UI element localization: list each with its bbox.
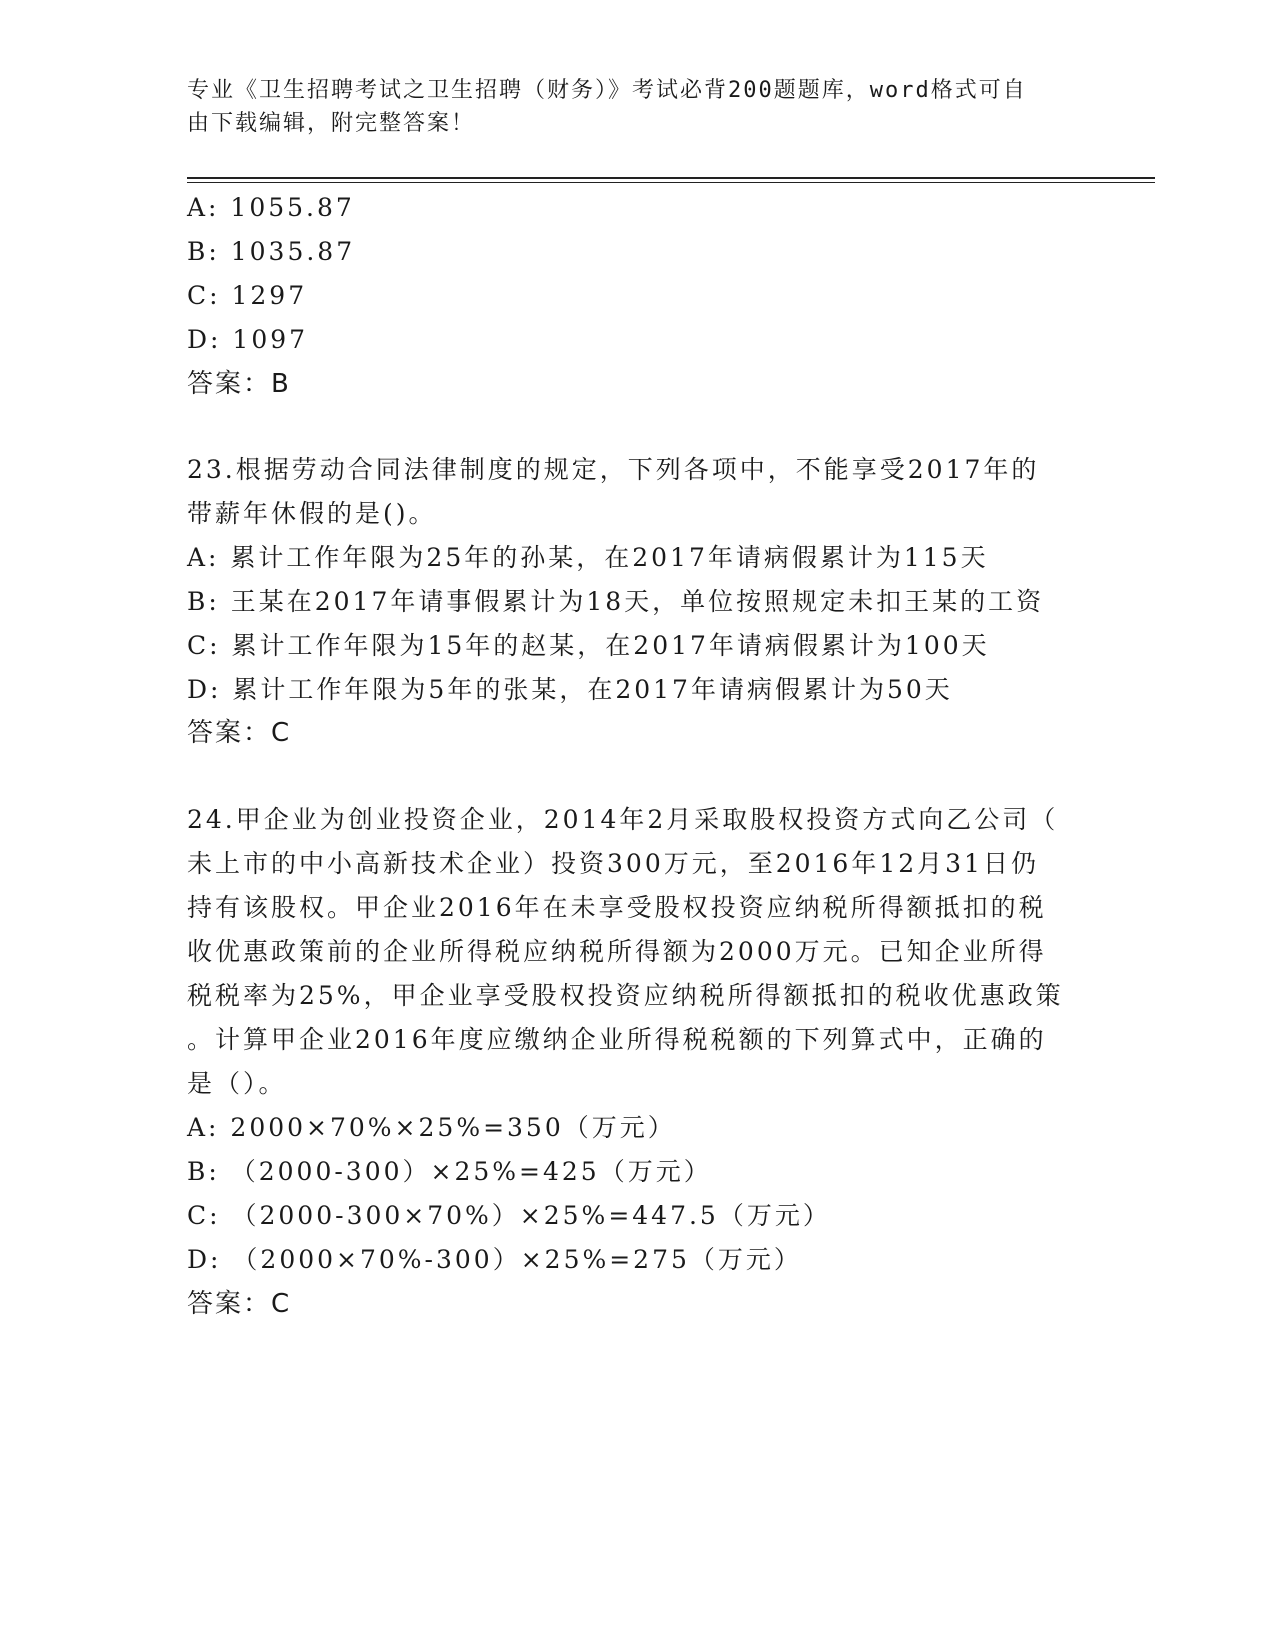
document-header <box>187 74 1087 140</box>
q23-option-a: A: 累计工作年限为25年的孙某，在2017年请病假累计为115天 <box>187 543 989 572</box>
q24-answer: 答案：C <box>187 1289 292 1319</box>
prev-option-b: B: 1035.87 <box>187 237 356 266</box>
prev-option-c: C: 1297 <box>187 281 308 310</box>
q24-stem-line-2: 未上市的中小高新技术企业）投资300万元，至2016年12月31日仍 <box>187 849 1039 878</box>
header-line-1: 专业《卫生招聘考试之卫生招聘（财务）》考试必背200题题库，word格式可自 <box>187 78 1027 103</box>
q24-option-a: A: 2000×70%×25%=350（万元） <box>187 1113 676 1142</box>
q24-stem-line-5: 税税率为25%，甲企业享受股权投资应纳税所得额抵扣的税收优惠政策 <box>187 981 1064 1010</box>
q24-stem-line-1: 24.甲企业为创业投资企业，2014年2月采取股权投资方式向乙公司（ <box>187 805 1059 834</box>
prev-answer: 答案：B <box>187 369 291 399</box>
q24-stem-line-7: 是（）。 <box>187 1069 287 1098</box>
q23-stem-line-2: 带薪年休假的是()。 <box>187 499 437 528</box>
q23-option-d: D: 累计工作年限为5年的张某，在2017年请病假累计为50天 <box>187 675 953 704</box>
header-divider <box>187 177 1155 179</box>
q23-option-b: B: 王某在2017年请事假累计为18天，单位按照规定未扣王某的工资 <box>187 587 1045 616</box>
q23-stem-line-1: 23.根据劳动合同法律制度的规定，下列各项中，不能享受2017年的 <box>187 455 1040 484</box>
header-line-2: 由下载编辑，附完整答案！ <box>187 111 476 136</box>
prev-option-a: A: 1055.87 <box>187 193 355 222</box>
q24-option-b: B: （2000-300）×25%=425（万元） <box>187 1157 712 1186</box>
q23-answer: 答案：C <box>187 718 292 748</box>
q24-stem-line-3: 持有该股权。甲企业2016年在未享受股权投资应纳税所得额抵扣的税 <box>187 893 1047 922</box>
q23-option-c: C: 累计工作年限为15年的赵某，在2017年请病假累计为100天 <box>187 631 990 660</box>
header-divider-thin <box>187 182 1155 183</box>
q24-stem-line-4: 收优惠政策前的企业所得税应纳税所得额为2000万元。已知企业所得 <box>187 937 1047 966</box>
q24-option-c: C: （2000-300×70%）×25%=447.5（万元） <box>187 1201 831 1230</box>
q24-stem-line-6: 。计算甲企业2016年度应缴纳企业所得税税额的下列算式中，正确的 <box>187 1025 1047 1054</box>
q24-option-d: D: （2000×70%-300）×25%=275（万元） <box>187 1245 802 1274</box>
prev-option-d: D: 1097 <box>187 325 309 354</box>
